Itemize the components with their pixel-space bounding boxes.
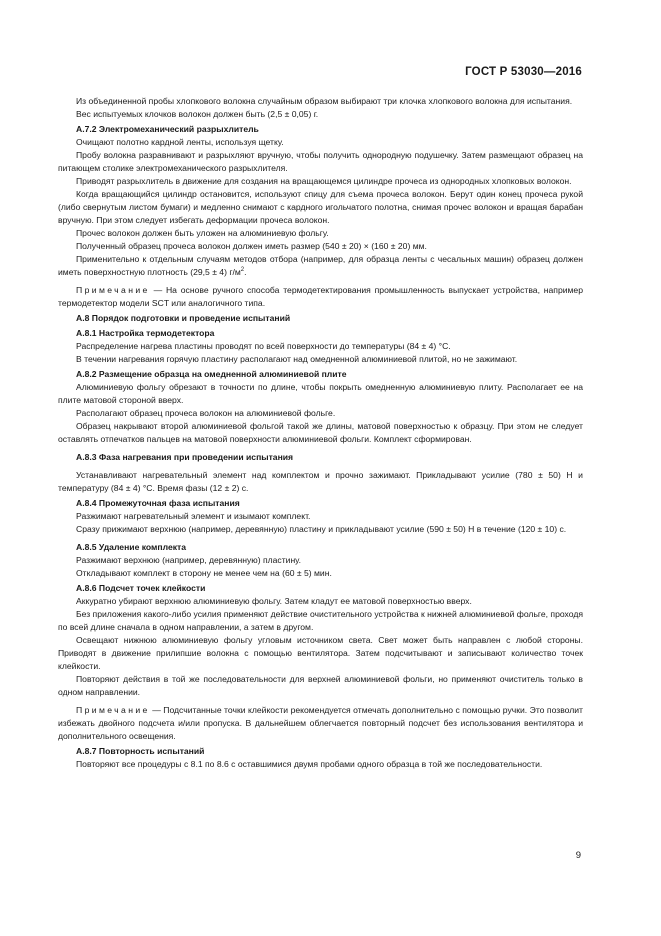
section-heading: А.8.1 Настройка термодетектора	[76, 328, 215, 338]
section-heading: А.8.5 Удаление комплекта	[76, 542, 187, 552]
note-paragraph	[58, 704, 583, 743]
section-heading: А.8 Порядок подготовки и проведение испытаний	[76, 313, 291, 323]
note-text: — На основе ручного способа термодетектирования промышленность выпускает устройства, например термодетектор модели SCT или аналогичного типа.	[58, 285, 583, 308]
paragraph-text: Применительно к отдельным случаям методов отбора (например, для образца ленты с чесальных машин) образец должен иметь поверхностную плотность (29,5 ± 4) г/м	[58, 254, 583, 277]
note-label: Примечание	[76, 285, 150, 295]
note-paragraph	[58, 284, 583, 310]
body-paragraph: Освещают нижнюю алюминиевую фольгу угловым источником света. Свет может быть направлен с любой стороны. Приводят в движение прилипшие волокна с помощью вентилятора. Затем подсчитывают и записывают количество точек клейкости.	[58, 635, 583, 671]
note-text: — Подсчитанные точки клейкости рекомендуется отмечать дополнительно с помощью ручки. Это позволит избежать двойного подсчета и/или пропуска. В дальнейшем облегчается повторный подсчет без использования вентилятора и дополнительного освещения.	[58, 705, 583, 741]
body-paragraph: Когда вращающийся цилиндр остановится, используют спицу для съема прочеса волокон. Берут один конец прочеса рукой (либо свернутым листом бумаги) и медленно снимают с кардного игольчатого полотна, снимая прочес волокон и вращая барабан вручную. При этом следует избегать деформации прочеса волокон.	[58, 189, 583, 225]
body-paragraph: Разжимают нагревательный элемент и изымают комплект.	[76, 511, 311, 521]
section-heading: А.8.6 Подсчет точек клейкости	[76, 583, 206, 593]
body-paragraph: Откладывают комплект в сторону не менее чем на (60 ± 5) мин.	[76, 568, 332, 578]
section-heading: А.8.7 Повторность испытаний	[76, 746, 205, 756]
body-paragraph: Прочес волокон должен быть уложен на алюминиевую фольгу.	[76, 228, 329, 238]
note-label: Примечание	[76, 705, 150, 715]
body-paragraph: Пробу волокна разравнивают и разрыхляют вручную, чтобы получить однородную подушечку. Затем размещают образец на питающем столике электромеханического разрыхлителя.	[58, 150, 583, 173]
body-paragraph: Распределение нагрева пластины проводят по всей поверхности до температуры (84 ± 4) °С.	[76, 341, 451, 351]
body-paragraph: Очищают полотно кардной ленты, используя щетку.	[76, 137, 284, 147]
body-paragraph: Разжимают верхнюю (например, деревянную) пластину.	[76, 555, 302, 565]
section-heading: А.8.2 Размещение образца на омедненной алюминиевой плите	[76, 369, 347, 379]
body-paragraph: Сразу прижимают верхнюю (например, деревянную) пластину и прикладывают усилие (590 ± 50) Н в течение (120 ± 10) с.	[76, 524, 567, 534]
body-paragraph: Повторяют все процедуры с 8.1 по 8.6 с оставшимися двумя пробами одного образца в той же последовательности.	[76, 759, 543, 769]
superscript: 2	[240, 267, 245, 274]
body-paragraph: Устанавливают нагревательный элемент над комплектом и прочно зажимают. Прикладывают усилие (780 ± 50) Н и температуру (84 ± 4) °С. Время фазы (12 ± 2) с.	[58, 470, 583, 493]
page-number: 9	[575, 850, 581, 861]
body-paragraph: Аккуратно убирают верхнюю алюминиевую фольгу. Затем кладут ее матовой поверхностью вверх.	[76, 596, 472, 606]
body-paragraph: В течении нагревания горячую пластину располагают над омедненной алюминиевой плитой, но не зажимают.	[76, 354, 518, 364]
paragraph-tail: .	[244, 267, 247, 277]
body-paragraph: Из объединенной пробы хлопкового волокна случайным образом выбирают три клочка хлопкового волокна для испытания.	[76, 96, 573, 106]
body-paragraph	[58, 253, 583, 279]
document-header: ГОСТ Р 53030—2016	[465, 66, 582, 78]
body-paragraph: Вес испытуемых клочков волокон должен быть (2,5 ± 0,05) г.	[76, 109, 319, 119]
body-paragraph: Алюминиевую фольгу обрезают в точности по длине, чтобы покрыть омедненную алюминиевую плиту. Располагает ее на плите матовой стороной вверх.	[58, 382, 583, 405]
section-heading: А.8.4 Промежуточная фаза испытания	[76, 498, 240, 508]
body-paragraph: Без приложения какого-либо усилия применяют действие очистительного устройства к нижней алюминиевой фольге, проходя по всей длине сначала в одном направлении, а затем в другом.	[58, 609, 583, 632]
section-heading: А.8.3 Фаза нагревания при проведении испытания	[76, 452, 294, 462]
body-paragraph: Повторяют действия в той же последовательности для верхней алюминиевой фольги, но применяют очиститель только в одном направлении.	[58, 674, 583, 697]
section-heading: А.7.2 Электромеханический разрыхлитель	[76, 124, 259, 134]
document-body	[58, 95, 583, 771]
body-paragraph: Приводят разрыхлитель в движение для создания на вращающемся цилиндре прочеса из однородных хлопковых волокон.	[76, 176, 572, 186]
body-paragraph: Образец накрывают второй алюминиевой фольгой такой же длины, матовой поверхностью к образцу. При этом не следует оставлять отпечатков пальцев на матовой поверхности алюминиевой фольги. Комплект сформирован.	[58, 421, 583, 444]
body-paragraph: Располагают образец прочеса волокон на алюминиевой фольге.	[76, 408, 336, 418]
body-paragraph: Полученный образец прочеса волокон должен иметь размер (540 ± 20) × (160 ± 20) мм.	[76, 241, 427, 251]
